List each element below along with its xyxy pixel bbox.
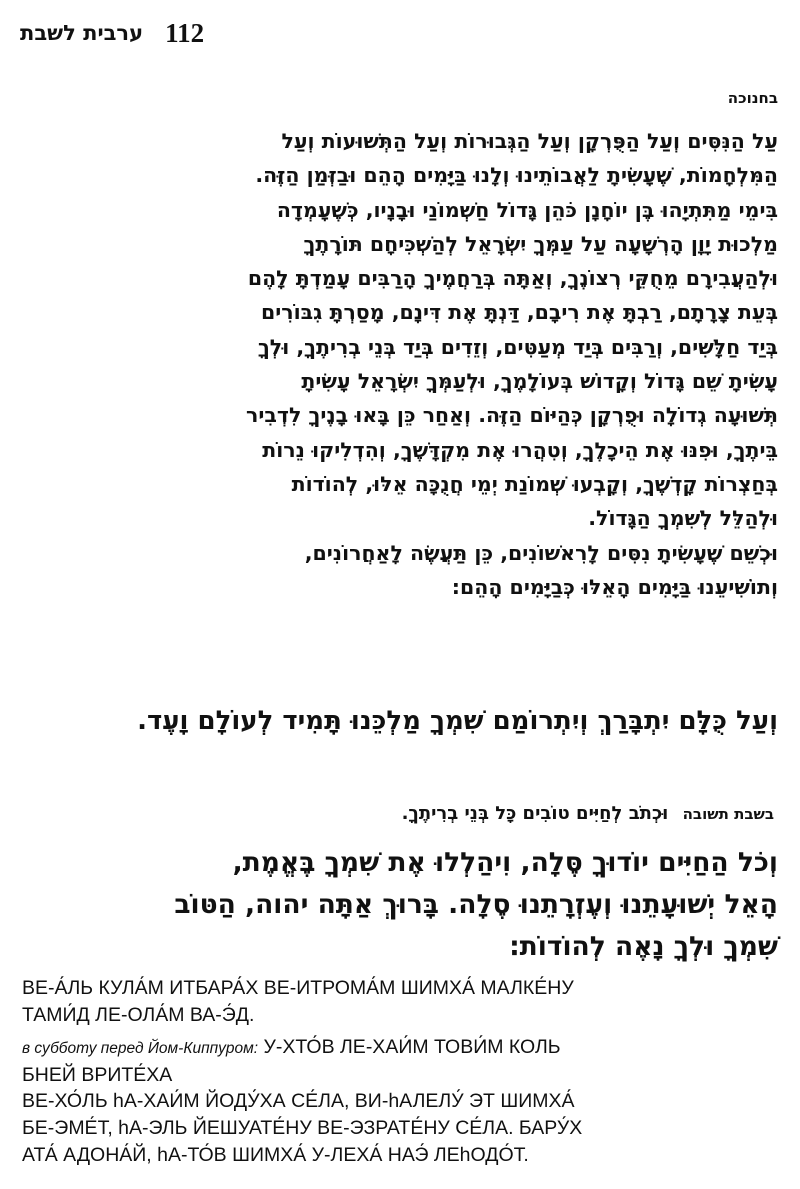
running-title: ערבית לשבת [20, 21, 144, 45]
transliteration-text: У-ХТО́В ЛЕ-ХАИ́М ТОВИ́М КОЛЬ [263, 1036, 561, 1058]
shabbat-shuva-insert [22, 803, 774, 824]
al-hanissim-line: מַלְכוּת יָוָן הָרְשָׁעָה עַל עַמְּךָ יִשְׂרָאֵל לְהַשְׁכִּיחָם תּוֹרָתֶךָ [303, 231, 778, 256]
transliteration-line: ВЕ-ХО́ЛЬ һА-ХАИ́М ЙОДУ́ХА СЕ́ЛА, ВИ-һАЛЕЛУ́ ЭТ ШИМХА́ [22, 1090, 575, 1112]
transliteration-line: ТАМИ́Д ЛЕ-ОЛА́М ВА-Э́Д. [22, 1004, 255, 1026]
al-hanissim-line: בֵּיתֶךָ, וּפִנּוּ אֶת הֵיכָלֶךָ, וְטִהֲרוּ אֶת מִקְדָּשֶׁךָ, וְהִדְלִיקוּ נֵרוֹת [262, 437, 778, 462]
al-hanissim-line: בְּחַצְרוֹת קָדְשֶׁךָ, וְקָבְעוּ שְׁמוֹנַת יְמֵי חֲנֻכָּה אֵלּוּ, לְהוֹדוֹת [291, 471, 778, 496]
transliteration-line: БЕ-ЭМЕ́Т, һА-ЭЛЬ ЙЕШУАТЕ́НУ ВЕ-ЭЗРАТЕ́НУ СЕ́ЛА. БАРУ́Х [22, 1117, 583, 1139]
page-header [20, 16, 774, 50]
al-hanissim-line: וּכְשֵׁם שֶׁעָשִׂיתָ נִסִּים לָרִאשׁוֹנִים, כֵּן תַּעֲשֶׂה לָאַחֲרוֹנִים, [304, 540, 778, 565]
al-hanissim-line: בְּיַד חַלָּשִׁים, וְרַבִּים בְּיַד מְעַטִּים, וְזֵדִים בְּיַד בְּנֵי בְרִיתֶךָ, וּלְךָ [257, 334, 778, 359]
al-hanissim-line: הַמִּלְחָמוֹת, שֶׁעָשִׂיתָ לַאֲבוֹתֵינוּ וְלָנוּ בַּיָּמִים הָהֵם וּבַזְּמַן הַזֶּה. [255, 163, 778, 188]
al-hanissim-line: וּלְהַלֵּל לְשִׁמְךָ הַגָּדוֹל. [588, 506, 778, 531]
transliteration-line [22, 1034, 770, 1062]
al-hanissim-line: תְּשׁוּעָה גְדוֹלָה וּפֻרְקָן כְּהַיּוֹם הַזֶּה. וְאַחַר כֵּן בָּאוּ בָנֶיךָ לִדְבִיר [246, 403, 778, 428]
vechol-hachayim-paragraph [22, 842, 778, 968]
chanukah-rubric: בחנוכה [727, 89, 778, 107]
vechol-line: שִׁמְךָ וּלְךָ נָאֶה לְהוֹדוֹת: [509, 931, 778, 962]
vechol-line: הָאֵל יְשׁוּעָתֵנוּ וְעֶזְרָתֵנוּ סֶלָה. בָּרוּךְ אַתָּה יהוה, הַטּוֹב [174, 889, 778, 920]
transliteration-block-3 [22, 1088, 770, 1169]
transliteration-line: АТА́ АДОНА́Й, һА-ТО́В ШИМХА́ У-ЛЕХА́ НАЭ́ ЛЕһОДО́Т. [22, 1144, 529, 1166]
al-hanissim-line: בִּימֵי מַתִּתְיָהוּ בֶּן יוֹחָנָן כֹּהֵן גָּדוֹל חַשְׁמוֹנַי וּבָנָיו, כְּשֶׁעָמְדָה [276, 197, 778, 222]
transliteration-block-1 [22, 975, 770, 1029]
al-hanissim-paragraph [22, 124, 778, 604]
transliteration-line: ВЕ-А́ЛЬ КУЛА́М ИТБАРА́Х ВЕ-ИТРОМА́М ШИМХА́ МАЛКЕ́НУ [22, 977, 574, 999]
page-number: 112 [165, 17, 205, 48]
al-hanissim-line: בְּעֵת צָרָתָם, רַבְתָּ אֶת רִיבָם, דַּנְתָּ אֶת דִּינָם, מָסַרְתָּ גִבּוֹרִים [260, 300, 778, 325]
vechol-line: וְכֹל הַחַיִּים יוֹדוּךָ סֶּלָה, וִיהַלְלוּ אֶת שִׁמְךָ בֶּאֱמֶת, [232, 847, 778, 878]
al-hanissim-line: וְתוֹשִׁיעֵנוּ בַּיָּמִים הָאֵלּוּ כְּבַיָּמִים הָהֵם: [451, 574, 778, 599]
transliteration-block-2 [22, 1034, 770, 1089]
transliteration-line: БНЕЙ ВРИТЕ́ХА [22, 1064, 173, 1086]
al-hanissim-line: עַל הַנִּסִּים וְעַל הַפֻּרְקָן וְעַל הַגְּבוּרוֹת וְעַל הַתְּשׁוּעוֹת וְעַל [281, 129, 778, 153]
transliteration-note: в субботу перед Йом-Киппуром: [22, 1040, 259, 1057]
shabbat-shuva-label: בשבת תשובה [682, 805, 774, 823]
shabbat-shuva-text: וּכְתֹב לְחַיִּים טוֹבִים כָּל בְּנֵי בְרִיתֶךָ. [401, 803, 669, 824]
veal-kulam-text: וְעַל כֻּלָּם יִתְבָּרַךְ וְיִתְרוֹמַם שִׁמְךָ מַלְכֵּנוּ תָּמִיד לְעוֹלָם וָעֶד. [137, 706, 778, 736]
chanukah-rubric-wrap [22, 88, 778, 107]
veal-kulam-paragraph [22, 700, 778, 743]
al-hanissim-line: עָשִׂיתָ שֵׁם גָּדוֹל וְקָדוֹשׁ בְּעוֹלָמֶךָ, וּלְעַמְּךָ יִשְׂרָאֵל עָשִׂיתָ [301, 369, 778, 394]
al-hanissim-line: וּלְהַעֲבִירָם מֵחֻקֵּי רְצוֹנֶךָ, וְאַתָּה בְּרַחֲמֶיךָ הָרַבִּים עָמַדְתָּ לָהֶם [247, 266, 778, 291]
